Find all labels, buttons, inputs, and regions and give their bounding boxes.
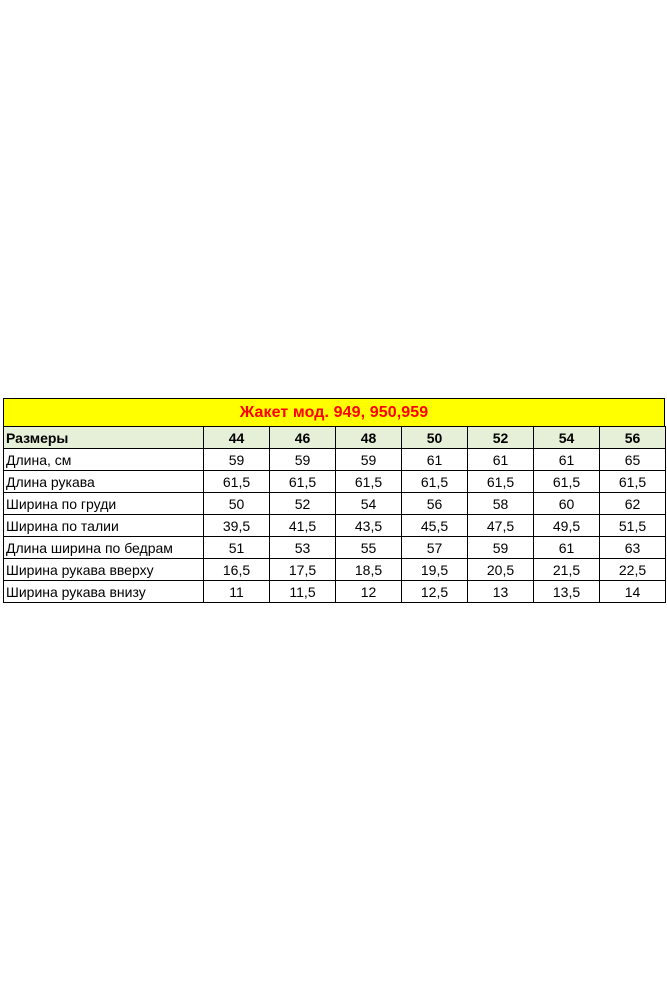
measurement-cell: 61,5 bbox=[204, 471, 270, 493]
measurement-cell: 19,5 bbox=[402, 559, 468, 581]
measurement-cell: 53 bbox=[270, 537, 336, 559]
table-row bbox=[4, 559, 666, 581]
measurement-cell: 56 bbox=[402, 493, 468, 515]
measurement-cell: 17,5 bbox=[270, 559, 336, 581]
measurement-cell: 50 bbox=[204, 493, 270, 515]
table-row bbox=[4, 581, 666, 603]
measurement-cell: 45,5 bbox=[402, 515, 468, 537]
measurement-cell: 61,5 bbox=[270, 471, 336, 493]
measurement-cell: 57 bbox=[402, 537, 468, 559]
measurement-cell: 13,5 bbox=[534, 581, 600, 603]
measurement-cell: 61 bbox=[534, 449, 600, 471]
measurement-cell: 12,5 bbox=[402, 581, 468, 603]
measurement-cell: 18,5 bbox=[336, 559, 402, 581]
measurement-cell: 61 bbox=[402, 449, 468, 471]
measurement-cell: 61 bbox=[534, 537, 600, 559]
measurement-cell: 59 bbox=[270, 449, 336, 471]
measurement-cell: 12 bbox=[336, 581, 402, 603]
measurement-cell: 47,5 bbox=[468, 515, 534, 537]
row-label: Ширина по груди bbox=[4, 493, 204, 515]
measurement-cell: 49,5 bbox=[534, 515, 600, 537]
measurement-cell: 39,5 bbox=[204, 515, 270, 537]
measurement-cell: 60 bbox=[534, 493, 600, 515]
row-label: Длина рукава bbox=[4, 471, 204, 493]
table-row bbox=[4, 449, 666, 471]
row-label: Ширина по талии bbox=[4, 515, 204, 537]
measurement-cell: 61,5 bbox=[468, 471, 534, 493]
measurement-cell: 51,5 bbox=[600, 515, 666, 537]
measurement-cell: 51 bbox=[204, 537, 270, 559]
measurement-cell: 61,5 bbox=[336, 471, 402, 493]
size-chart-title: Жакет мод. 949, 950,959 bbox=[239, 403, 429, 421]
measurement-cell: 62 bbox=[600, 493, 666, 515]
measurement-cell: 55 bbox=[336, 537, 402, 559]
measurement-cell: 59 bbox=[468, 537, 534, 559]
measurement-cell: 43,5 bbox=[336, 515, 402, 537]
measurement-cell: 61,5 bbox=[534, 471, 600, 493]
size-header-cell: 50 bbox=[402, 427, 468, 449]
row-label: Длина ширина по бедрам bbox=[4, 537, 204, 559]
measurement-cell: 11,5 bbox=[270, 581, 336, 603]
measurement-cell: 11 bbox=[204, 581, 270, 603]
measurement-cell: 63 bbox=[600, 537, 666, 559]
measurement-cell: 20,5 bbox=[468, 559, 534, 581]
size-table bbox=[3, 426, 666, 603]
size-chart bbox=[3, 398, 665, 603]
size-header-cell: 44 bbox=[204, 427, 270, 449]
measurement-cell: 13 bbox=[468, 581, 534, 603]
size-header-row bbox=[4, 427, 666, 449]
size-header-cell: 52 bbox=[468, 427, 534, 449]
measurement-cell: 21,5 bbox=[534, 559, 600, 581]
table-row bbox=[4, 493, 666, 515]
measurement-cell: 16,5 bbox=[204, 559, 270, 581]
size-header-cell: 46 bbox=[270, 427, 336, 449]
measurement-cell: 41,5 bbox=[270, 515, 336, 537]
size-chart-title-bar bbox=[3, 398, 665, 426]
measurement-cell: 52 bbox=[270, 493, 336, 515]
row-label: Ширина рукава внизу bbox=[4, 581, 204, 603]
measurement-cell: 61 bbox=[468, 449, 534, 471]
size-header-cell: 48 bbox=[336, 427, 402, 449]
measurement-cell: 14 bbox=[600, 581, 666, 603]
row-label: Длина, см bbox=[4, 449, 204, 471]
table-row bbox=[4, 471, 666, 493]
measurement-cell: 59 bbox=[336, 449, 402, 471]
measurement-cell: 54 bbox=[336, 493, 402, 515]
size-header-cell: 54 bbox=[534, 427, 600, 449]
measurement-cell: 65 bbox=[600, 449, 666, 471]
row-label: Ширина рукава вверху bbox=[4, 559, 204, 581]
table-row bbox=[4, 515, 666, 537]
measurement-cell: 58 bbox=[468, 493, 534, 515]
measurement-cell: 61,5 bbox=[402, 471, 468, 493]
measurement-cell: 61,5 bbox=[600, 471, 666, 493]
measurement-cell: 59 bbox=[204, 449, 270, 471]
size-header-label: Размеры bbox=[4, 427, 204, 449]
size-header-cell: 56 bbox=[600, 427, 666, 449]
table-row bbox=[4, 537, 666, 559]
measurement-cell: 22,5 bbox=[600, 559, 666, 581]
